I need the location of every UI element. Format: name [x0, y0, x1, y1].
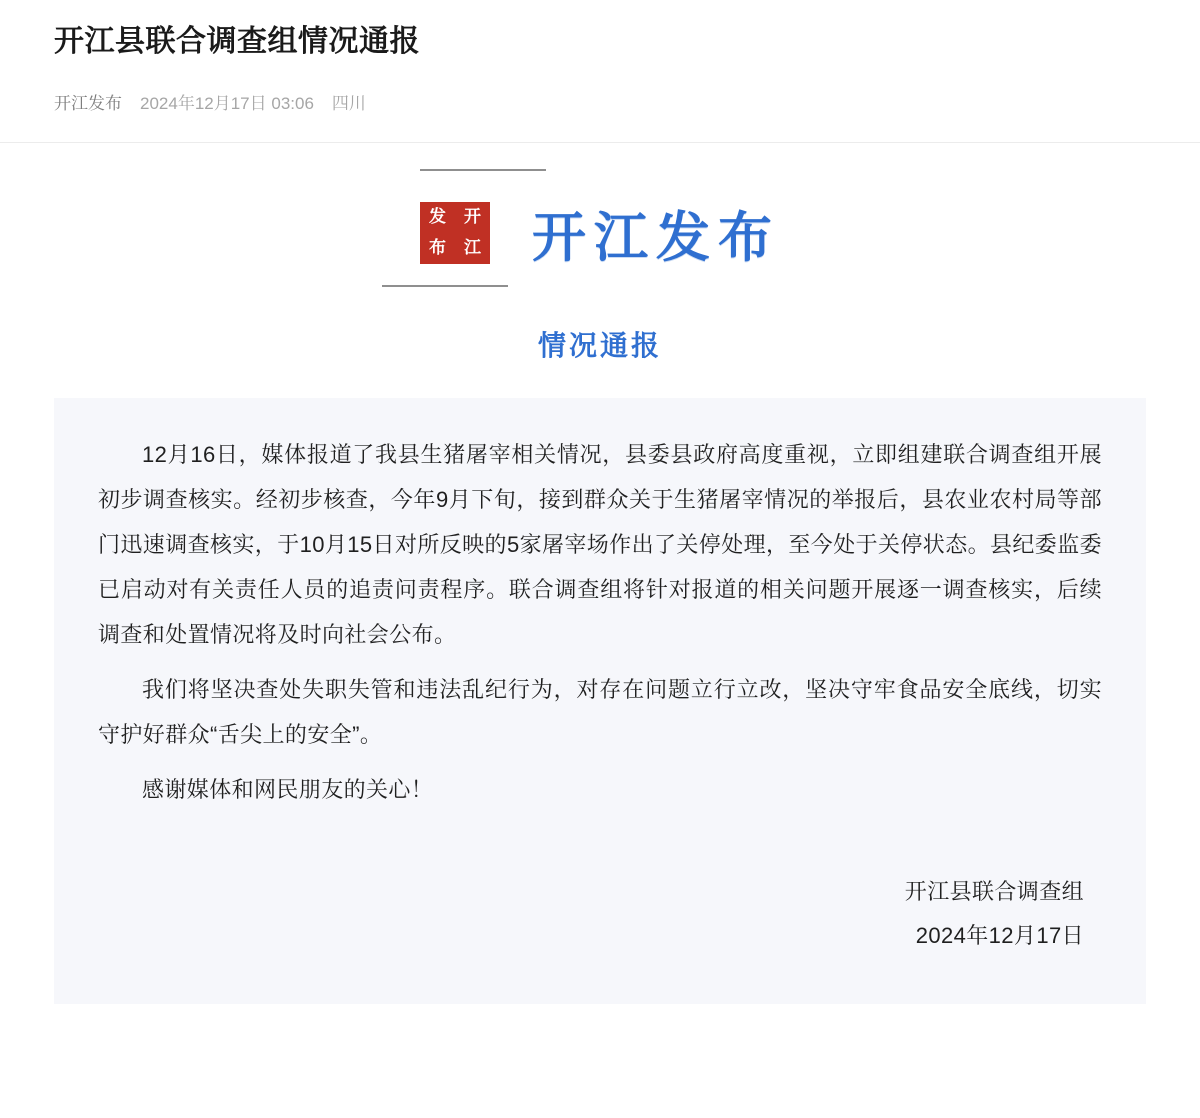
- document-content: [54, 398, 1146, 1005]
- seal-char-4: 江: [464, 238, 481, 258]
- article-meta: [54, 89, 1146, 142]
- seal-char-2: 开: [464, 207, 481, 227]
- seal-char-3: 布: [429, 238, 446, 258]
- paragraph: 我们将坚决查处失职失管和违法乱纪行为，对存在问题立行立改，坚决守牢食品安全底线，切实守护好群众“舌尖上的安全”。: [98, 676, 1102, 748]
- signature-block: [98, 870, 1102, 958]
- meta-timestamp: 2024年12月17日 03:06: [140, 93, 314, 113]
- seal-char-1: 发: [429, 207, 446, 227]
- publisher-seal-icon: [420, 202, 490, 264]
- signature-organization: 开江县联合调查组: [904, 879, 1084, 905]
- meta-source[interactable]: 开江发布: [54, 93, 122, 113]
- meta-region: 四川: [331, 93, 366, 113]
- document-heading: 情况通报: [537, 329, 662, 361]
- article-body: [0, 143, 1200, 1005]
- publisher-name: 开江发布: [532, 205, 780, 269]
- page-title: 开江县联合调查组情况通报: [54, 25, 420, 58]
- banner-inner: [420, 195, 780, 272]
- publisher-banner: [54, 143, 1146, 302]
- article-header: [0, 0, 1200, 142]
- paragraph: 12月16日，媒体报道了我县生猪屠宰相关情况，县委县政府高度重视，立即组建联合调查组开展初步调查核实。经初步核查，今年9月下旬，接到群众关于生猪屠宰情况的举报后，县农业农村局等部门迅速调查核实，于10月15日对所反映的5家屠宰场作出了关停处理，至今处于关停状态。县纪委监委已启动对有关责任人员的追责问责程序。联合调查组将针对报道的相关问题开展逐一调查核实，后续调查和处置情况将及时向社会公布。: [98, 441, 1102, 647]
- paragraph: 感谢媒体和网民朋友的关心！: [142, 777, 434, 803]
- signature-date: 2024年12月17日: [915, 923, 1084, 949]
